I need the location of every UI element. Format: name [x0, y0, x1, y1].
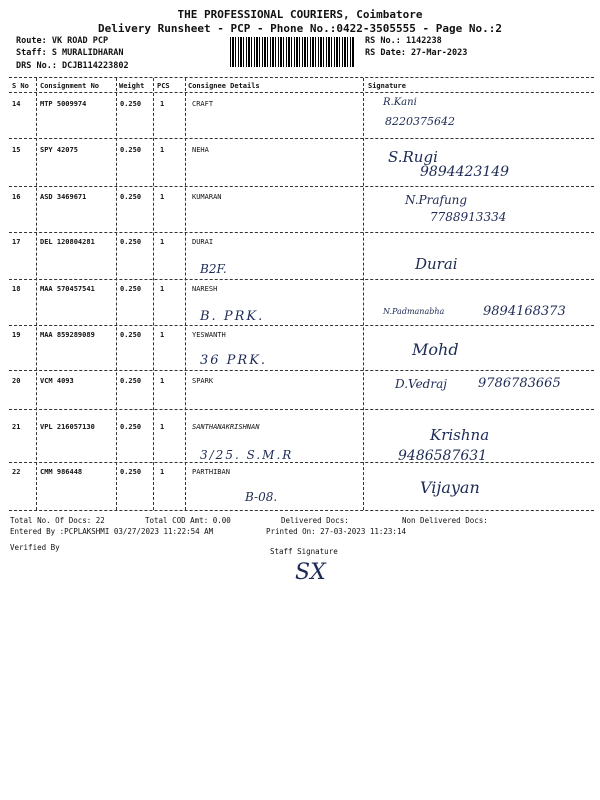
delivered-docs: Delivered Docs:	[281, 516, 349, 525]
printed-on: Printed On: 27-03-2023 11:23:14	[266, 527, 406, 536]
rs-number: RS No.: 1142238	[365, 36, 442, 46]
col-header-consignee: Consignee Details	[188, 82, 260, 90]
handwritten-address: 3/25. S.M.R	[200, 448, 294, 462]
consignment-number: ASD 3469671	[40, 193, 87, 201]
consignee-name: NARESH	[192, 285, 218, 293]
consignee-name: CRAFT	[192, 100, 214, 108]
consignment-number: VPL 216057130	[40, 423, 95, 431]
consignment-number: MTP 5009974	[40, 100, 87, 108]
table-header-rule	[9, 92, 594, 93]
col-header-pcs: PCS	[157, 82, 170, 90]
consignee-name: SANTHANAKRISHNAN	[192, 423, 260, 431]
handwritten-signature: Krishna	[430, 426, 490, 444]
consignee-name: SPARK	[192, 377, 214, 385]
handwritten-phone: 8220375642	[385, 115, 455, 128]
table-top-rule	[9, 77, 594, 78]
delivery-runsheet-page: THE PROFESSIONAL COURIERS, Coimbatore Delivery Runsheet - PCP - Phone No.:0422-3505555 - Page No.:2 Route: VK ROAD PCP Staff: S MURALIDHARAN DRS No.: DCJB114223802 RS No.: 1142238 RS Date: 27-Mar-2023 S No Consignment No Weight PCS Consignee Details Signature 14 MTP 5009974 0.250 1 CRAFT R.Kani 8220375642 15 SPY 42075 0.250 1 NEHA S.Rugi 9894423149 16 ASD 3469671 0.250 1 KUMARAN N.Prafung 7788913334 17 DEL 120804281 0.250 1 DURAI B2F. Durai 18 MAA 570457541 0.250 1 NARESH B. PRK. N.Padmanabha 9894168373 19 MAA 859289089 0.250 1 YESWANTH 36 PRK. Mohd 20 VCM 4093 0.250 1 SPARK D.Vedraj 9786783665 21 VPL 216057130 0.250 1 SANTHANAKRISHNAN 3/25. S.M.R Krishna 9486587631 22 CMM 986448 0.250 1 PARTHIBAN B-08. Vijayan Total No. Of Docs: 22 Total COD Amt: 0.00 Delivered Docs: Non Delivered Docs: Entered By :PCPLAKSHMI 03/27/2023 11:22:54 AM Printed On: 27-03-2023 11:23:14 Verified By Staff Signature SX	[0, 0, 600, 800]
consignment-number: SPY 42075	[40, 146, 78, 154]
col-header-signature: Signature	[368, 82, 406, 90]
non-delivered-docs: Non Delivered Docs:	[402, 516, 488, 525]
consignment-number: MAA 859289089	[40, 331, 95, 339]
handwritten-signature: Vijayan	[420, 478, 480, 497]
handwritten-phone: 9786783665	[478, 376, 561, 391]
handwritten-phone: 9894423149	[420, 164, 510, 180]
col-header-weight: Weight	[119, 82, 145, 90]
entered-by: Entered By :PCPLAKSHMI 03/27/2023 11:22:54 AM	[10, 527, 214, 536]
consignment-number: VCM 4093	[40, 377, 74, 385]
barcode-image	[230, 37, 355, 67]
staff-signature-mark: SX	[295, 560, 326, 585]
handwritten-address: B. PRK.	[200, 309, 265, 324]
handwritten-signature: N.Padmanabha	[383, 307, 445, 316]
runsheet-subtitle: Delivery Runsheet - PCP - Phone No.:0422-3505555 - Page No.:2	[98, 22, 502, 35]
col-header-sno: S No	[12, 82, 29, 90]
total-cod: Total COD Amt: 0.00	[145, 516, 231, 525]
staff-signature-label: Staff Signature	[270, 547, 338, 556]
consignment-number: CMM 986448	[40, 468, 83, 476]
handwritten-phone: 9894168373	[483, 304, 566, 319]
handwritten-phone: 7788913334	[430, 210, 507, 224]
handwritten-address: 36 PRK.	[200, 353, 268, 368]
staff-label: Staff: S MURALIDHARAN	[16, 48, 124, 58]
handwritten-signature: Mohd	[412, 340, 459, 359]
handwritten-signature: R.Kani	[383, 97, 417, 108]
handwritten-signature: Durai	[415, 255, 458, 273]
col-header-consignment: Consignment No	[40, 82, 100, 90]
consignment-number: DEL 120804281	[40, 238, 95, 246]
handwritten-address: B-08.	[245, 490, 278, 504]
verified-by: Verified By	[10, 543, 60, 552]
consignee-name: YESWANTH	[192, 331, 226, 339]
handwritten-signature: D.Vedraj	[395, 377, 447, 391]
consignee-name: DURAI	[192, 238, 214, 246]
rs-date: RS Date: 27-Mar-2023	[365, 48, 468, 58]
consignee-name: PARTHIBAN	[192, 468, 230, 476]
drs-number: DRS No.: DCJB114223802	[16, 61, 129, 71]
handwritten-phone: 9486587631	[398, 448, 488, 464]
consignment-number: MAA 570457541	[40, 285, 95, 293]
handwritten-address: B2F.	[200, 262, 227, 276]
total-docs: Total No. Of Docs: 22	[10, 516, 105, 525]
company-title: THE PROFESSIONAL COURIERS, Coimbatore	[177, 8, 423, 21]
handwritten-signature: S.Rugi	[388, 148, 438, 166]
route-label: Route: VK ROAD PCP	[16, 36, 109, 46]
consignee-name: NEHA	[192, 146, 209, 154]
consignee-name: KUMARAN	[192, 193, 222, 201]
handwritten-signature: N.Prafung	[405, 193, 468, 207]
